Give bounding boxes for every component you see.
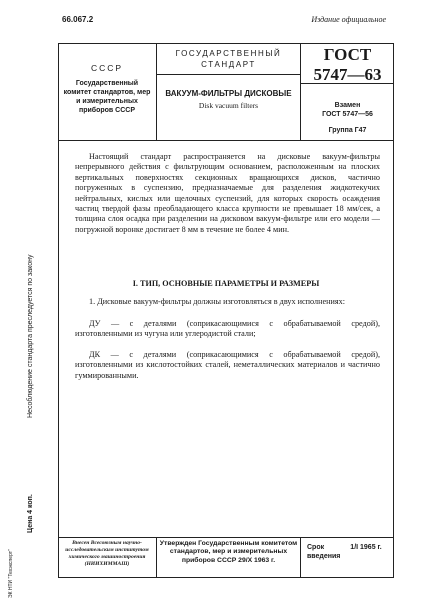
standard-type: ГОСУДАРСТВЕННЫЙ СТАНДАРТ bbox=[157, 43, 300, 75]
committee-label: Государственный комитет стандартов, мер и измерительных приборов СССР bbox=[63, 80, 151, 114]
udc-code: 66.067.2 bbox=[62, 15, 94, 24]
edition-note: Издание официальное bbox=[311, 15, 386, 24]
header-middle-cell bbox=[157, 43, 301, 140]
section-heading: I. ТИП, ОСНОВНЫЕ ПАРАМЕТРЫ И РАЗМЕРЫ bbox=[132, 279, 320, 288]
introduced-by: Внесен Всесоюзным научно-исследовательским институтом химического машиностроения (НИИХИММАШ) bbox=[58, 537, 157, 578]
intro-paragraph: Настоящий стандарт распространяется на дисковые вакуум-фильтры непрерывного действия с фильтрующим основанием, расположенным на плоских вертикальных поверхностях секционных вращающихся дисков, частично погруженных в суспензию, предназначаемые для разделения жидкотекучих нейтральных, кислых или щелочных суспензий, для которых скорость осаждения частиц твердой фазы преобладающего класса крупности не превышает 18 мм/сек, а толщина слоя осадка при разделении на дисковом вакуум-фильтре или его модели — погружной воронке достигает 8 мм в течение не более 4 мин. bbox=[75, 152, 380, 234]
item-1-paragraph: 1. Дисковые вакуум-фильтры должны изготовляться в двух исполнениях: bbox=[89, 297, 346, 306]
country-label: СССР bbox=[90, 63, 124, 73]
approved-by: Утвержден Государственным комитетом стандартов, мер и измерительных приборов СССР 29/X 1963 г. bbox=[157, 537, 301, 578]
du-paragraph: ДУ — с деталями (соприкасающимися с обрабатываемой средой), изготовленными из чугуна или углеродистой стали; bbox=[75, 319, 380, 339]
effective-date-value: 1/I 1965 г. bbox=[350, 544, 382, 551]
replaces-label: Взамен bbox=[334, 102, 361, 109]
group-label: Группа Г47 bbox=[328, 127, 367, 134]
header-right-divider bbox=[301, 83, 394, 84]
header-divider bbox=[58, 140, 394, 141]
replaces-code: ГОСТ 5747—56 bbox=[322, 111, 373, 118]
price-label: Цена 4 коп. bbox=[27, 494, 34, 533]
document-title-english: Disk vacuum filters bbox=[198, 101, 259, 110]
gost-code-number: 5747—63 bbox=[313, 65, 382, 84]
publisher-watermark: ЭК НТИ "Техэксперт" bbox=[8, 549, 14, 598]
legal-side-note: Несоблюдение стандарта преследуется по закону bbox=[27, 254, 34, 418]
document-title: ВАКУУМ-ФИЛЬТРЫ ДИСКОВЫЕ bbox=[165, 89, 292, 98]
header-right-cell bbox=[301, 43, 394, 140]
header-left-cell bbox=[58, 43, 157, 140]
gost-code-label: ГОСТ bbox=[323, 45, 372, 64]
effective-date-cell bbox=[301, 537, 394, 578]
effective-date-label: Срок введения bbox=[307, 544, 341, 560]
dk-paragraph: ДК — с деталями (соприкасающимися с обрабатываемой средой), изготовленными из кислотостойких сталей, неметаллических материалов и частично гуммированными. bbox=[75, 350, 380, 380]
